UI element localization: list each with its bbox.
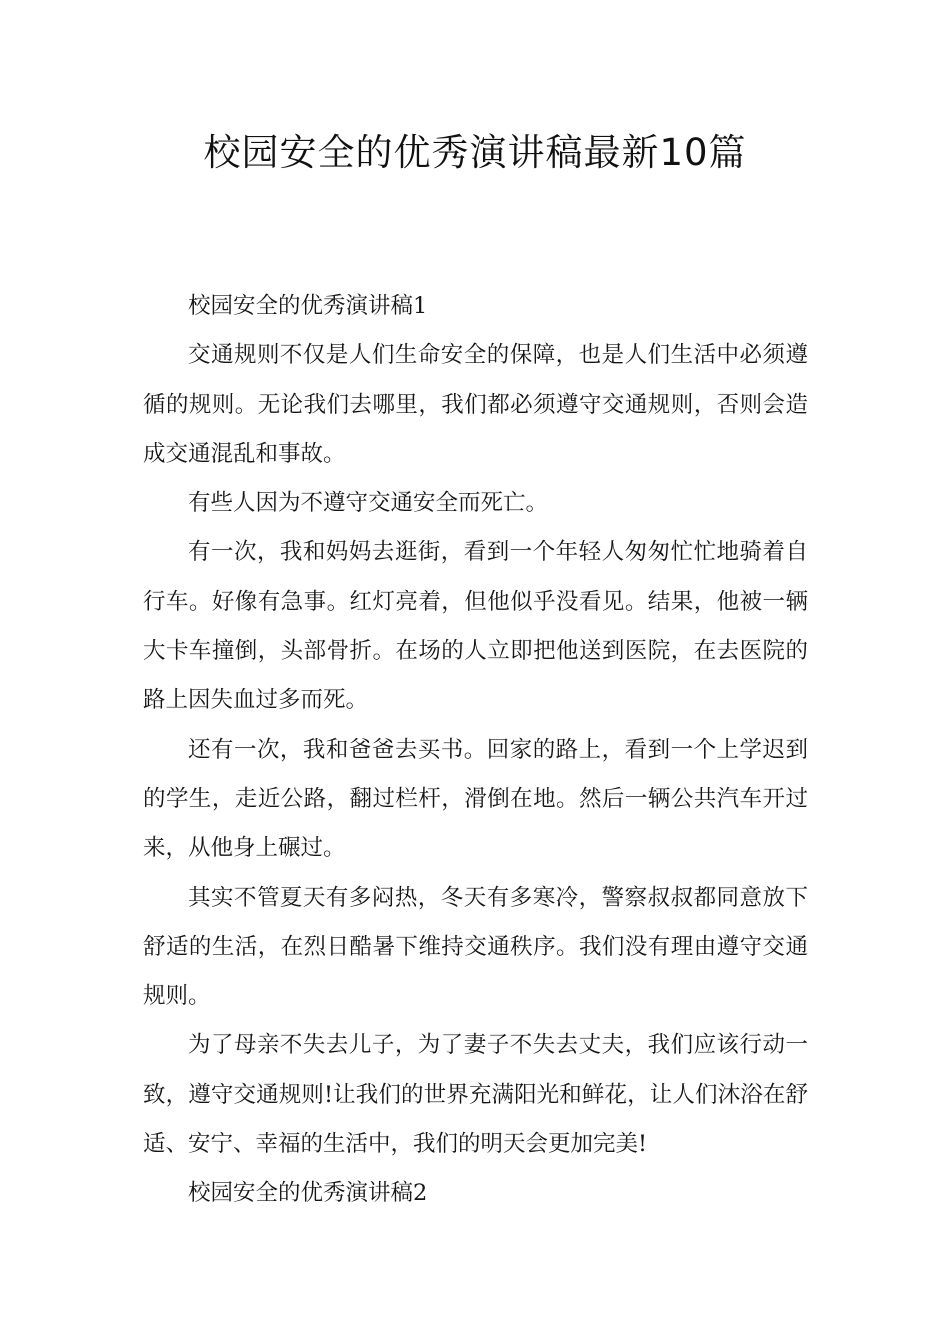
- section-heading-2: 校园安全的优秀演讲稿2: [188, 1180, 428, 1207]
- document-title: 校园安全的优秀演讲稿最新10篇: [203, 131, 747, 174]
- paragraph: 有些人因为不遵守交通安全而死亡。: [188, 490, 549, 517]
- section-heading-1: 校园安全的优秀演讲稿1: [188, 293, 428, 319]
- paragraph: 为了母亲不失去儿子，为了妻子不失去丈夫，我们应该行动一致，遵守交通规则!让我们的世界充满阳光和鲜花，让人们沐浴在舒适、安宁、幸福的生活中，我们的明天会更加完美!: [143, 1032, 808, 1158]
- paragraph: 其实不管夏天有多闷热，冬天有多寒冷，警察叔叔都同意放下舒适的生活，在烈日酷暑下维持交通秩序。我们没有理由遵守交通规则。: [143, 884, 808, 1010]
- paragraph: 有一次，我和妈妈去逛街，看到一个年轻人匆匆忙忙地骑着自行车。好像有急事。红灯亮着，但他似乎没看见。结果，他被一辆大卡车撞倒，头部骨折。在场的人立即把他送到医院，在去医院的路上因失血过多而死。: [143, 539, 808, 714]
- document-body: [143, 282, 808, 1219]
- paragraph: 交通规则不仅是人们生命安全的保障，也是人们生活中必须遵循的规则。无论我们去哪里，我们都必须遵守交通规则，否则会造成交通混乱和事故。: [143, 342, 808, 467]
- paragraph: 还有一次，我和爸爸去买书。回家的路上，看到一个上学迟到的学生，走近公路，翻过栏杆，滑倒在地。然后一辆公共汽车开过来，从他身上碾过。: [143, 736, 808, 862]
